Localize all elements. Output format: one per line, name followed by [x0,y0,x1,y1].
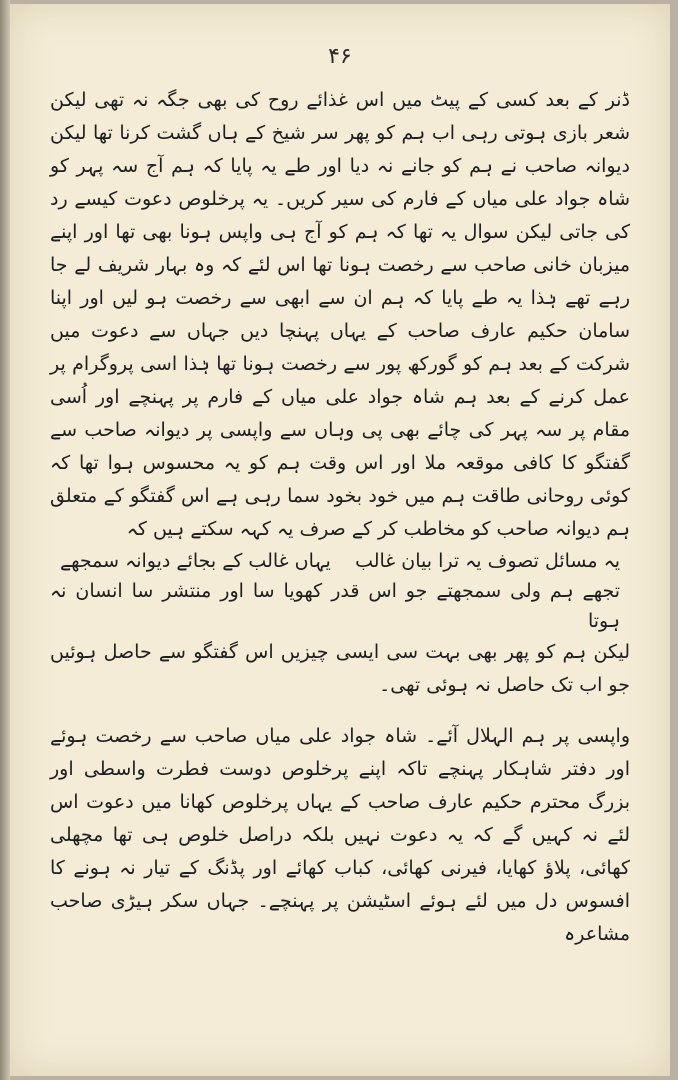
verse-hemistich-left: یہاں غالب کے بجائے دیوانہ سمجھے [60,550,331,572]
verse-hemistich-right: یہ مسائل تصوف یہ ترا بیان غالب [355,550,620,572]
page-number: ۴۶ [328,44,352,69]
paragraph: لیکن ہم کو پھر بھی بہت سی ایسی چیزیں اس گفتگو سے حاصل ہوئیں جو اب تک حاصل نہ ہوئی تھی۔ [50,641,630,696]
book-spine-shadow [0,0,10,1080]
book-page [10,4,670,1076]
paragraph: واپسی پر ہم الہلال آئے۔ شاہ جواد علی میاں صاحب سے رخصت ہوئے اور دفتر شاہکار پہنچے تاکہ اپنے پرخلوص دوست فطرت واسطی اور بزرگ محترم حکیم عارف صاحب کے یہاں پرخلوص کھانا میں دعوت اس لئے نہ کہیں گے کہ یہ دعوت نہیں بلکہ دراصل خلوص ہی تھا مچھلی کھائی، پلاؤ کھایا، فیرنی کھائی، کباب کھائے اور پڈنگ کے تیار نہ ہونے کا افسوس دل میں لئے ہوئے اسٹیشن پر پہنچے۔ جہاں سکر ہیڑی صاحب مشاعرہ [50,725,630,945]
verse-couplet [50,546,630,576]
verse-line: تجھے ہم ولی سمجھتے جو اس قدر کھویا سا اور منتشر سا انسان نہ ہوتا [50,580,620,632]
paragraph: ڈنر کے بعد کسی کے پیٹ میں اس غذائے روح کی بھی جگہ نہ تھی لیکن شعر بازی ہوتی رہی اب ہم کو پھر سر شیخ کے ہاں گشت کرنا تھا لیکن دیوانہ صاحب نے ہم کو جانے نہ دیا اور طے یہ پایا کہ ہم آج سہ پہر کو شاہ جواد علی میاں کے فارم کی سیر کریں۔ یہ پرخلوص دعوت کیسے رد کی جاتی لیکن سوال یہ تھا کہ ہم کو آج ہی واپس ہونا بھی تھا اور اپنے میزبان خانی صاحب سے رخصت ہونا تھا اس لئے کہ وہ بہار شریف لے جا رہے تھے ہٰذا یہ طے پایا کہ ہم ان سے ابھی سے رخصت ہو لیں اور اپنا سامان حکیم عارف صاحب کے یہاں پہنچا دیں جہاں سے دعوت میں شرکت کے بعد ہم کو گورکھ پور سے رخصت ہونا تھا ہٰذا اسی پروگرام پر عمل کرنے کے بعد ہم شاہ جواد علی میاں کے فارم پر پہنچے اور اُسی مقام پر سہ پہر کی چائے بھی پی وہاں سے واپسی پر دیوانہ صاحب سے گفتگو کا کافی موقعہ ملا اور اس وقت ہم کو یہ محسوس ہوا تھا کہ کوئی روحانی طاقت ہم میں خود بخود سما رہی ہے اس گفتگو کے متعلق ہم دیوانہ صاحب کو مخاطب کر کے صرف یہ کہہ سکتے ہیں کہ [50,89,630,540]
page-body [50,84,630,951]
